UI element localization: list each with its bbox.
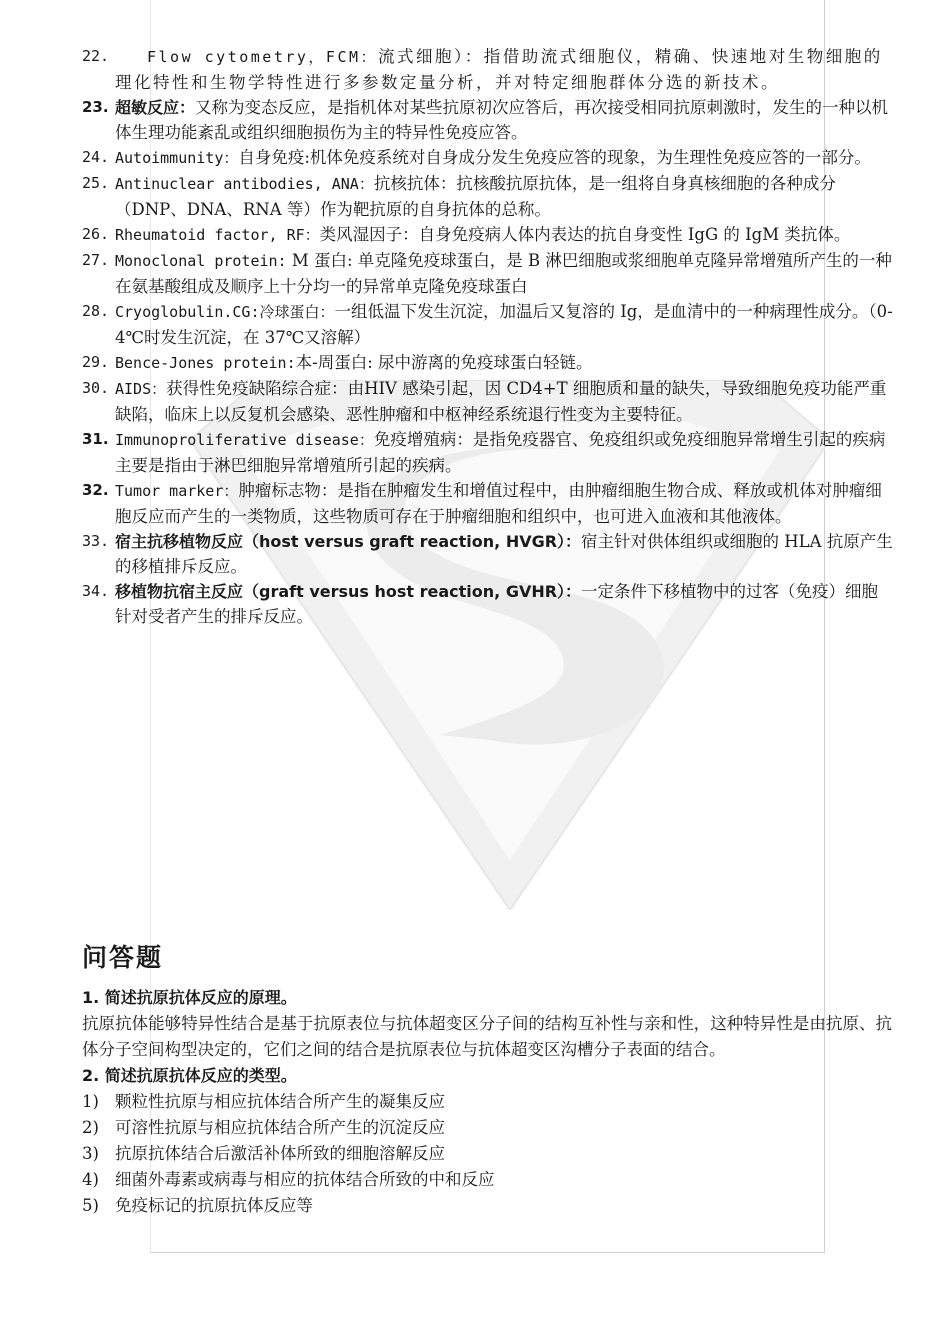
entry-term: AIDS：: [115, 380, 167, 398]
section-title: 问答题: [82, 943, 164, 972]
entry-definition: 肿瘤标志物：是指在肿瘤发生和增值过程中，由肿瘤细胞生物合成、释放或机体对肿瘤细胞反应而产生的一类物质，这些物质可存在于肿瘤细胞和组织中，也可进入血液和其他液体。: [115, 481, 882, 526]
glossary-list: [82, 44, 894, 629]
entry-number: 23.: [82, 98, 109, 116]
entry-number: 25.: [82, 174, 110, 192]
qa-section: [82, 985, 892, 1219]
entry-number: 22.: [82, 47, 110, 65]
glossary-entry: [82, 376, 894, 427]
glossary-entry: [82, 478, 894, 529]
glossary-entry: [82, 222, 894, 248]
entry-term: Immunoproliferative disease：: [115, 431, 374, 449]
list-item: 5) 免疫标记的抗原抗体反应等: [82, 1196, 313, 1215]
entry-term: Antinuclear antibodies, ANA：: [115, 175, 374, 193]
entry-term: Autoimmunity：: [115, 149, 239, 167]
entry-definition: 获得性免疫缺陷综合症：由HIV 感染引起，因 CD4+T 细胞质和量的缺失，导致细胞免疫功能严重缺陷，临床上以反复机会感染、恶性肿瘤和中枢神经系统退行性变为主要特征。: [115, 379, 887, 424]
entry-number: 33.: [82, 532, 110, 550]
entry-definition: 免疫增殖病：是指免疫器官、免疫组织或免疫细胞异常增生引起的疾病主要是指由于淋巴细胞异常增殖所引起的疾病。: [115, 430, 886, 475]
entry-number: 28.: [82, 302, 110, 320]
entry-number: 30.: [82, 379, 110, 397]
glossary-entry: [82, 299, 894, 350]
glossary-entry: [82, 579, 894, 629]
entry-definition: 一组低温下发生沉淀，加温后又复溶的 Ig，是血清中的一种病理性成分。（0-4℃时发生沉淀，在 37℃又溶解）: [115, 302, 893, 347]
glossary-entry: [82, 427, 894, 478]
entry-number: 34.: [82, 582, 110, 600]
entry-number: 27.: [82, 251, 110, 269]
list-item: 3) 抗原抗体结合后激活补体所致的细胞溶解反应: [82, 1144, 445, 1163]
entry-definition: 又称为变态反应，是指机体对某些抗原初次应答后，再次接受相同抗原刺激时，发生的一种以机体生理功能紊乱或组织细胞损伤为主的特异性免疫应答。: [115, 98, 889, 142]
entry-definition: M 蛋白: 单克隆免疫球蛋白，是 B 淋巴细胞或浆细胞单克隆异常增殖所产生的一种在氨基酸组成及顺序上十分均一的异常单克隆免疫球蛋白: [115, 251, 892, 296]
entry-definition: 自身免疫:机体免疫系统对自身成分发生免疫应答的现象，为生理性免疫应答的一部分。: [238, 148, 871, 167]
entry-definition: 类风湿因子：自身免疫病人体内表达的抗自身变性 IgG 的 IgM 类抗体。: [319, 225, 851, 244]
glossary-entry: [82, 529, 894, 579]
glossary-entry: [82, 350, 894, 376]
list-item: 1) 颗粒性抗原与相应抗体结合所产生的凝集反应: [82, 1092, 445, 1111]
glossary-entry: [82, 171, 894, 222]
entry-definition: 宿主针对供体组织或细胞的 HLA 抗原产生的移植排斥反应。: [115, 532, 893, 576]
entry-definition: 一定条件下移植物中的过客（免疫）细胞针对受者产生的排斥反应。: [115, 582, 879, 626]
question-2-heading: 2. 简述抗原抗体反应的类型。: [82, 1066, 297, 1085]
entry-term: Monoclonal protein:: [115, 252, 287, 270]
entry-number: 26.: [82, 225, 110, 243]
entry-number: 24.: [82, 148, 110, 166]
question-1-answer: 抗原抗体能够特异性结合是基于抗原表位与抗体超变区分子间的结构互补性与亲和性，这种特异性是由抗原、抗体分子空间构型决定的，它们之间的结合是抗原表位与抗体超变区沟槽分子表面的结合。: [82, 1014, 892, 1059]
glossary-entry: [82, 248, 894, 299]
entry-term: 宿主抗移植物反应（host versus graft reaction, HVGR）：: [115, 532, 582, 551]
glossary-entry: [82, 95, 894, 145]
entry-term: Flow cytometry，FCM：: [147, 48, 379, 66]
question-1-heading: 1. 简述抗原抗体反应的原理。: [82, 988, 297, 1007]
entry-number: 32.: [82, 481, 109, 499]
entry-definition: 本-周蛋白: 尿中游离的免疫球蛋白轻链。: [295, 353, 593, 372]
entry-term: Cryoglobulin.CG:冷球蛋白：: [115, 303, 335, 321]
entry-term: Rheumatoid factor, RF：: [115, 226, 320, 244]
entry-term: Bence-Jones protein:: [115, 354, 296, 372]
entry-term: 超敏反应：: [115, 98, 196, 117]
glossary-entry: [82, 145, 894, 171]
entry-term: Tumor marker：: [115, 482, 239, 500]
entry-definition: 流式细胞）：指借助流式细胞仪，精确、快速地对生物细胞的理化特性和生物学特性进行多参数定量分析，并对特定细胞群体分选的新技术。: [115, 47, 883, 92]
entry-number: 29.: [82, 353, 110, 371]
list-item: 2) 可溶性抗原与相应抗体结合所产生的沉淀反应: [82, 1118, 445, 1137]
list-item: 4) 细菌外毒素或病毒与相应的抗体结合所致的中和反应: [82, 1170, 495, 1189]
glossary-entry: [82, 44, 894, 95]
entry-definition: 抗核抗体：抗核酸抗原抗体，是一组将自身真核细胞的各种成分（DNP、DNA、RNA 等）作为靶抗原的自身抗体的总称。: [115, 174, 836, 219]
entry-term: 移植物抗宿主反应（graft versus host reaction, GVHR）：: [115, 582, 582, 601]
entry-number: 31.: [82, 430, 109, 448]
